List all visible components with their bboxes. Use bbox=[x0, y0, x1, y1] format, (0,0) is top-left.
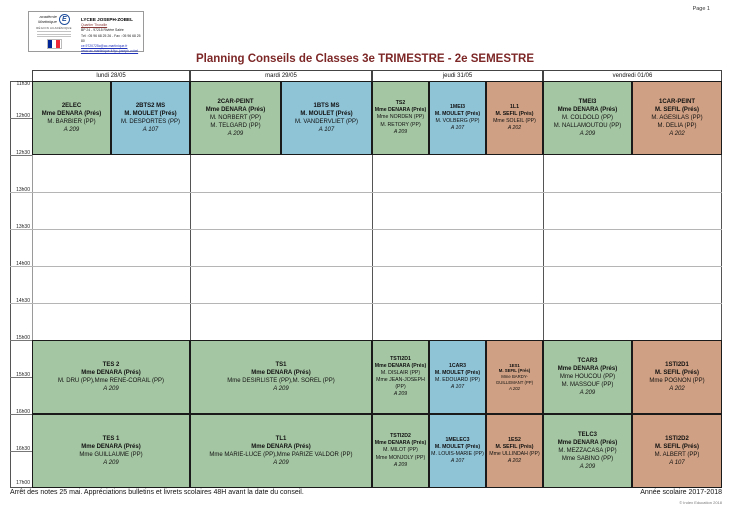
class-name: TELC3 bbox=[577, 431, 597, 438]
president: Mme DENARA (Prés) bbox=[557, 439, 618, 446]
class-name: TES 2 bbox=[102, 361, 120, 368]
time-label: 16h00 bbox=[16, 409, 30, 415]
schedule-cell bbox=[486, 81, 543, 155]
president: Mme DENARA (Prés) bbox=[374, 362, 427, 369]
president: Mme DENARA (Prés) bbox=[205, 106, 266, 113]
room: A 209 bbox=[103, 460, 119, 467]
room: A 202 bbox=[669, 131, 685, 138]
pp-teacher: Mme NORDEN (PP) bbox=[376, 114, 425, 121]
time-label: 13h30 bbox=[16, 224, 30, 230]
class-name: TSTI2D2 bbox=[390, 433, 411, 440]
pp-teacher: M. BARBIER (PP) bbox=[47, 119, 96, 125]
schedule-cell bbox=[429, 81, 486, 155]
room: A 209 bbox=[227, 131, 244, 138]
president: Mme DENARA (Prés) bbox=[81, 443, 141, 450]
president: M. MOULET (Prés) bbox=[124, 110, 177, 117]
president: Mme DENARA (Prés) bbox=[251, 443, 311, 450]
time-label: 16h30 bbox=[16, 446, 30, 452]
schedule-cell bbox=[372, 414, 429, 488]
pp-teacher: M. LOUIS-MARIE (PP) bbox=[431, 451, 484, 457]
halfhour-gridline bbox=[10, 303, 722, 304]
class-name: TSTI2D1 bbox=[390, 355, 411, 362]
school-name: LYCEE JOSEPH-ZOBEL bbox=[81, 17, 133, 22]
pp-teacher: Mme SOLEIL (PP) bbox=[493, 118, 536, 124]
school-addr-line: Quartier Thoraille bbox=[81, 23, 108, 28]
time-label: 17h00 bbox=[16, 480, 30, 486]
schedule-cell bbox=[190, 340, 372, 414]
room: A 209 bbox=[273, 460, 289, 467]
president: M. SEFIL (Prés) bbox=[655, 106, 699, 113]
day-header-vendredi: vendredi 01/06 bbox=[543, 70, 722, 82]
school-address-block bbox=[77, 14, 141, 54]
pp-teacher: Mme JEAN-JOSEPH (PP) bbox=[376, 377, 425, 391]
pp-teacher: M. MEZZACASA (PP) bbox=[558, 447, 617, 454]
room: A 107 bbox=[142, 127, 159, 134]
class-name: TS1 bbox=[275, 361, 287, 368]
academy-e-icon: E bbox=[59, 14, 70, 25]
room: A 209 bbox=[63, 127, 80, 134]
academy-name-line2: Martinique bbox=[38, 18, 57, 24]
pp-teacher: M. NORBERT (PP) bbox=[209, 114, 262, 121]
president: M. MOULET (Prés) bbox=[434, 369, 481, 376]
room: A 209 bbox=[273, 386, 289, 393]
president: M. MOULET (Prés) bbox=[434, 443, 481, 450]
day-header-mardi: mardi 29/05 bbox=[190, 70, 372, 82]
pp-teacher: M. AGESILAS (PP) bbox=[651, 114, 703, 121]
room: A 202 bbox=[507, 125, 522, 132]
president: M. SEFIL (Prés) bbox=[495, 443, 534, 450]
president: Mme DENARA (Prés) bbox=[374, 107, 427, 114]
class-name: 1CAR-PEINT bbox=[658, 98, 695, 105]
time-label: 15h30 bbox=[16, 372, 30, 378]
schedule-cell bbox=[543, 414, 632, 488]
pp-teacher: M. MASSOUF (PP) bbox=[561, 382, 614, 389]
pp-teacher: M. COLDOLD (PP) bbox=[561, 114, 613, 121]
pp-teacher: M. TELGARD (PP) bbox=[210, 123, 261, 130]
footer-note: Arrêt des notes 25 mai. Appréciations bulletins et livrets scolaires 48H avant la date du conseil. bbox=[10, 489, 304, 496]
pp-teacher: Mme BARDY-GUILLEMANT (PP) bbox=[495, 374, 534, 385]
pp-teacher: M. NALLAMOUTOU (PP) bbox=[553, 123, 622, 130]
pp-teacher: Mme ULLINDAH (PP) bbox=[489, 451, 540, 457]
time-label: 14h30 bbox=[16, 298, 30, 304]
class-name: 1CAR3 bbox=[448, 362, 466, 369]
class-name: 1ES2 bbox=[508, 436, 521, 443]
pp-teacher: M. VANDERVLIET (PP) bbox=[294, 119, 358, 125]
president: Mme DENARA (Prés) bbox=[557, 106, 618, 113]
schedule-cell bbox=[632, 81, 722, 155]
schedule-cell bbox=[111, 81, 190, 155]
class-name: TS2 bbox=[395, 100, 406, 107]
schedule-cell bbox=[486, 340, 543, 414]
room: A 209 bbox=[393, 461, 408, 468]
schedule-cell bbox=[632, 340, 722, 414]
schedule-cell bbox=[190, 81, 281, 155]
ministry-microtext bbox=[37, 36, 71, 37]
president: M. MOULET (Prés) bbox=[300, 110, 353, 117]
school-letterhead bbox=[28, 11, 144, 52]
president: Mme DENARA (Prés) bbox=[374, 440, 427, 447]
school-addr-line: Tél : 05 96 68 25 26 - Fax : 05 96 68 25 80 bbox=[81, 33, 141, 43]
pp-teacher: M. RETORY (PP) bbox=[380, 121, 421, 128]
school-addr-line: BP 24 - 97215 Rivière Salée bbox=[81, 28, 124, 33]
academy-name-line1: académie bbox=[39, 14, 57, 20]
time-label: 13h00 bbox=[16, 187, 30, 193]
class-name: 1MELEC3 bbox=[445, 436, 470, 443]
page-title: Planning Conseils de Classes 3e TRIMESTRE - 2e SEMESTRE bbox=[195, 53, 535, 65]
class-name: TES 1 bbox=[102, 435, 120, 442]
class-name: 1ES1 bbox=[509, 362, 520, 368]
class-name: TCAR3 bbox=[577, 357, 598, 364]
room: A 209 bbox=[579, 464, 596, 471]
pp-teacher: Mme GUILLAUME (PP) bbox=[79, 452, 143, 458]
room: A 209 bbox=[579, 131, 596, 138]
room: A 209 bbox=[579, 390, 596, 397]
pp-teacher: M. DISLAIR (PP) bbox=[380, 369, 421, 376]
room: A 209 bbox=[103, 386, 119, 393]
class-name: 2CAR-PEINT bbox=[217, 98, 254, 105]
president: M. SEFIL (Prés) bbox=[495, 110, 534, 117]
class-name: 1MEI3 bbox=[450, 103, 465, 110]
president: Mme DENARA (Prés) bbox=[41, 110, 102, 117]
class-name: TMEI3 bbox=[578, 98, 597, 105]
schedule-cell bbox=[32, 340, 190, 414]
pp-teacher: M. VOLBERG (PP) bbox=[435, 118, 480, 124]
president: M. MOULET (Prés) bbox=[434, 110, 481, 117]
footer-copyright: © Index Education 2018 bbox=[679, 500, 722, 505]
time-label: 12h00 bbox=[16, 113, 30, 119]
halfhour-gridline bbox=[10, 266, 722, 267]
class-name: 1STI2D2 bbox=[665, 435, 689, 442]
pp-teacher: Mme POGNON (PP) bbox=[649, 378, 705, 384]
schedule-cell bbox=[429, 414, 486, 488]
president: M. SEFIL (Prés) bbox=[498, 368, 531, 374]
pp-teacher: Mme SABINO (PP) bbox=[561, 456, 614, 463]
pp-teacher: Mme DESIRLISTE (PP),M. SOREL (PP) bbox=[227, 378, 335, 384]
president: Mme DENARA (Prés) bbox=[557, 365, 618, 372]
time-label: 15h00 bbox=[16, 335, 30, 341]
pp-teacher: Mme MONJOLY (PP) bbox=[375, 454, 426, 461]
ministry-microtext bbox=[37, 34, 71, 35]
time-label: 11h30 bbox=[16, 81, 30, 87]
pp-teacher: M. DESPORTES (PP) bbox=[121, 119, 180, 125]
halfhour-gridline bbox=[10, 229, 722, 230]
pp-teacher: M. EDOUARD (PP) bbox=[435, 377, 480, 383]
ministry-microtext bbox=[37, 31, 71, 32]
day-header-lundi: lundi 28/05 bbox=[32, 70, 190, 82]
president: Mme DENARA (Prés) bbox=[81, 369, 141, 376]
schedule-cell bbox=[429, 340, 486, 414]
schedule-cell bbox=[190, 414, 372, 488]
time-label: 12h30 bbox=[16, 150, 30, 156]
room: A 209 bbox=[393, 128, 408, 135]
pp-teacher: Mme MARIE-LUCE (PP),Mme PARIZE VALDOR (PP) bbox=[209, 452, 353, 458]
pp-teacher: M. DRU (PP),Mme RENE-CORAIL (PP) bbox=[57, 378, 165, 384]
president: Mme DENARA (Prés) bbox=[251, 369, 311, 376]
pp-teacher: Mme HOUCOU (PP) bbox=[559, 373, 616, 380]
class-name: 2ELEC bbox=[61, 102, 82, 109]
room: A 107 bbox=[669, 460, 685, 467]
room: A 107 bbox=[450, 458, 465, 465]
schedule-cell bbox=[543, 340, 632, 414]
academy-logo bbox=[31, 14, 77, 49]
region-academique-label: RÉGION ACADÉMIQUE bbox=[36, 26, 72, 30]
school-email-link: ce.9720725c@ac-martinique.fr bbox=[81, 44, 128, 49]
footer-school-year: Année scolaire 2017-2018 bbox=[640, 489, 722, 496]
french-flag-icon bbox=[47, 39, 62, 49]
class-name: 2BTS2 MS bbox=[135, 102, 166, 109]
room: A 202 bbox=[507, 458, 522, 465]
school-website-link: www.ac-martinique.fr/lyc-joseph-zobel bbox=[81, 49, 139, 54]
day-header-jeudi: jeudi 31/05 bbox=[372, 70, 543, 82]
room: A 209 bbox=[393, 391, 408, 398]
schedule-cell bbox=[543, 81, 632, 155]
page-number: Page 1 bbox=[692, 6, 710, 12]
pp-teacher: M. MILOT (PP) bbox=[383, 447, 418, 454]
schedule-cell bbox=[32, 81, 111, 155]
class-name: TL1 bbox=[275, 435, 287, 442]
president: M. SEFIL (Prés) bbox=[655, 443, 699, 450]
schedule-cell bbox=[281, 81, 372, 155]
schedule-cell bbox=[486, 414, 543, 488]
halfhour-gridline bbox=[10, 192, 722, 193]
president: M. SEFIL (Prés) bbox=[655, 369, 699, 376]
pp-teacher: M. DELIA (PP) bbox=[657, 123, 697, 130]
room: A 107 bbox=[450, 384, 465, 391]
class-name: 1BTS MS bbox=[313, 102, 340, 109]
time-label: 14h00 bbox=[16, 261, 30, 267]
class-name: 1STI2D1 bbox=[665, 361, 689, 368]
pp-teacher: M. ALBERT (PP) bbox=[654, 452, 700, 458]
room: A 202 bbox=[508, 385, 521, 391]
class-name: 1L1 bbox=[510, 103, 519, 110]
schedule-cell bbox=[372, 340, 429, 414]
schedule-cell bbox=[372, 81, 429, 155]
room: A 202 bbox=[669, 386, 685, 393]
schedule-cell bbox=[632, 414, 722, 488]
room: A 107 bbox=[318, 127, 335, 134]
room: A 107 bbox=[450, 125, 465, 132]
schedule-cell bbox=[32, 414, 190, 488]
